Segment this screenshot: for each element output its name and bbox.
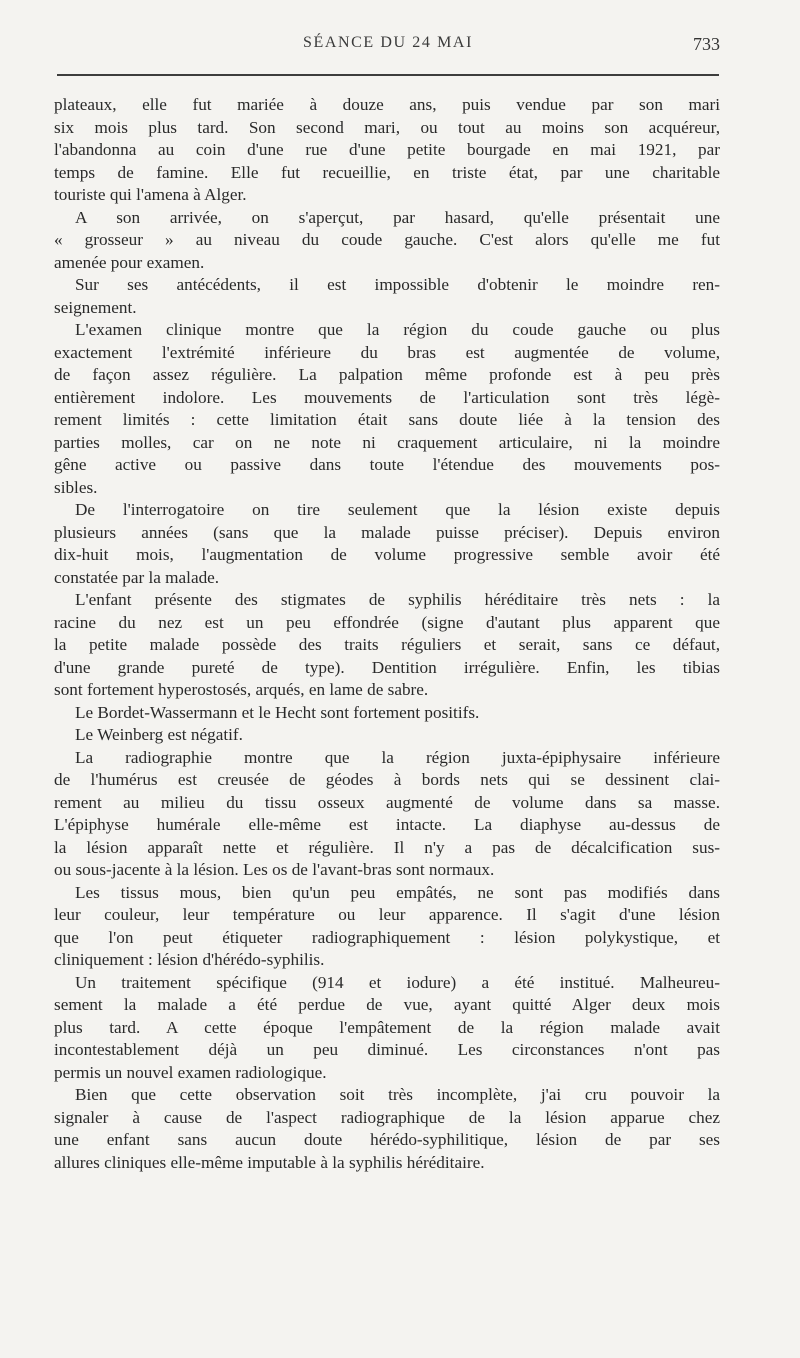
text-line: L'épiphyse humérale elle-même est intacte. La diaphyse au-dessus de [54,815,720,834]
text-line: ou sous-jacente à la lésion. Les os de l'avant-bras sont normaux. [54,860,495,879]
page-number: 733 [693,34,720,54]
running-title: SÉANCE DU 24 MAI [302,34,474,51]
text-line: l'abandonna au coin d'une rue d'une petite bourgade en mai 1921, par [54,140,720,159]
text-line: Sur ses antécédents, il est impossible d'obtenir le moindre ren- [75,275,720,294]
text-line: racine du nez est un peu effondrée (signe d'autant plus apparent que [54,612,720,632]
text-line: gêne active ou passive dans toute l'étendue des mouvements pos- [54,455,720,474]
text-line: signaler à cause de l'aspect radiographique de la lésion apparue chez [54,1107,720,1127]
text-line: plusieurs années (sans que la malade puisse préciser). Depuis environ [54,522,720,542]
text-line: Les tissus mous, bien qu'un peu empâtés, ne sont pas modifiés dans [75,882,720,902]
text-line: De l'interrogatoire on tire seulement que la lésion existe depuis [75,500,720,519]
text-line: L'enfant présente des stigmates de syphilis héréditaire très nets : la [75,590,720,609]
text-line: Le Bordet-Wassermann et le Hecht sont fortement positifs. [75,702,480,722]
text-line: d'une grande pureté de type). Dentition irrégulière. Enfin, les tibias [54,657,720,677]
text-line: allures cliniques elle-même imputable à la syphilis héréditaire. [54,1152,485,1172]
text-line: sement la malade a été perdue de vue, ayant quitté Alger deux mois [54,995,720,1014]
text-line: sont fortement hyperostosés, arqués, en lame de sabre. [54,680,429,699]
text-line: rement limités : cette limitation était sans doute liée à la tension des [54,410,720,429]
text-line: Le Weinberg est négatif. [75,725,243,744]
text-line: seignement. [54,297,137,317]
text-line: parties molles, car on ne note ni craquement articulaire, ni la moindre [54,432,720,452]
text-line: amenée pour examen. [54,252,205,272]
text-line: touriste qui l'amena à Alger. [54,185,247,204]
text-line: de façon assez régulière. La palpation même profonde est à peu près [54,365,720,384]
text-line: six mois plus tard. Son second mari, ou tout au moins son acquéreur, [54,117,720,137]
text-line: cliniquement : lésion d'hérédo-syphilis. [54,950,325,969]
text-line: A son arrivée, on s'aperçut, par hasard, qu'elle présentait une [75,207,720,227]
text-line: rement au milieu du tissu osseux augmenté de volume dans sa masse. [54,792,720,812]
text-line: incontestablement déjà un peu diminué. Les circonstances n'ont pas [54,1040,720,1059]
text-line: plateaux, elle fut mariée à douze ans, puis vendue par son mari [54,95,720,114]
text-line: plus tard. A cette époque l'empâtement de la région malade avait [54,1017,720,1037]
text-line: une enfant sans aucun doute hérédo-syphilitique, lésion de par ses [54,1130,720,1149]
text-line: constatée par la malade. [54,567,220,587]
text-line: L'examen clinique montre que la région du coude gauche ou plus [75,320,720,339]
text-line: temps de famine. Elle fut recueillie, en triste état, par une charitable [54,162,720,182]
text-line: de l'humérus est creusée de géodes à bords nets qui se dessinent clai- [54,770,720,789]
text-line: permis un nouvel examen radiologique. [54,1062,327,1082]
text-line: leur couleur, leur température ou leur apparence. Il s'agit d'une lésion [54,905,720,924]
text-line: entièrement indolore. Les mouvements de l'articulation sont très légè- [54,387,720,407]
text-line: Un traitement spécifique (914 et iodure) a été institué. Malheureu- [75,972,720,992]
text-line: dix-huit mois, l'augmentation de volume progressive semble avoir été [54,545,720,564]
body-text [54,94,720,1174]
text-line: La radiographie montre que la région juxta-épiphysaire inférieure [75,747,720,767]
text-line: sibles. [54,477,98,497]
text-line: la petite malade possède des traits réguliers et serait, sans ce défaut, [54,635,720,654]
text-line: Bien que cette observation soit très incomplète, j'ai cru pouvoir la [75,1085,720,1104]
running-head [56,34,720,60]
header-rule [57,74,719,76]
text-line: la lésion apparaît nette et régulière. Il n'y a pas de décalcification sus- [54,837,720,857]
text-line: que l'on peut étiqueter radiographiquement : lésion polykystique, et [54,927,720,947]
text-line: exactement l'extrémité inférieure du bras est augmentée de volume, [54,342,720,362]
text-line: « grosseur » au niveau du coude gauche. C'est alors qu'elle me fut [54,230,720,249]
